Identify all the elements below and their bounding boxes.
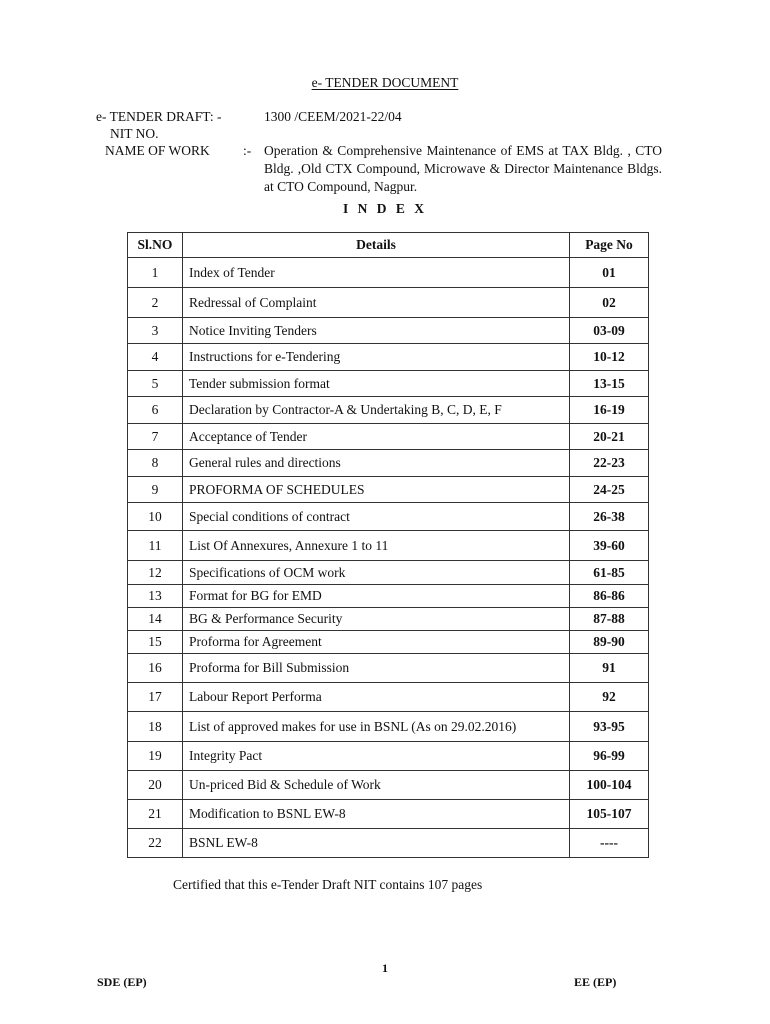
row-slno: 9 [128, 477, 183, 503]
header-details: Details [183, 233, 570, 258]
table-row [128, 608, 649, 631]
row-slno: 16 [128, 654, 183, 683]
table-row [128, 450, 649, 477]
row-details: Modification to BSNL EW-8 [183, 800, 570, 829]
page-number: 1 [382, 961, 388, 975]
row-page-no: 10-12 [570, 344, 649, 371]
row-slno: 2 [128, 288, 183, 318]
table-header-row [128, 233, 649, 258]
row-slno: 13 [128, 585, 183, 608]
row-details: Special conditions of contract [183, 503, 570, 531]
row-page-no: 96-99 [570, 742, 649, 771]
draft-label: e- TENDER DRAFT: - [96, 109, 222, 124]
table-row [128, 800, 649, 829]
row-slno: 4 [128, 344, 183, 371]
table-row [128, 424, 649, 450]
row-slno: 15 [128, 631, 183, 654]
draft-value: 1300 /CEEM/2021-22/04 [264, 109, 402, 124]
footer-left-signatory: SDE (EP) [97, 975, 147, 989]
row-slno: 7 [128, 424, 183, 450]
table-row [128, 318, 649, 344]
footer-right-signatory: EE (EP) [574, 975, 617, 989]
row-page-no: 03-09 [570, 318, 649, 344]
row-details: Labour Report Performa [183, 683, 570, 712]
row-slno: 6 [128, 397, 183, 424]
row-details: List Of Annexures, Annexure 1 to 11 [183, 531, 570, 561]
row-page-no: 100-104 [570, 771, 649, 800]
work-label: NAME OF WORK [105, 143, 210, 158]
row-page-no: 13-15 [570, 371, 649, 397]
row-slno: 3 [128, 318, 183, 344]
row-slno: 14 [128, 608, 183, 631]
nit-label: NIT NO. [110, 126, 159, 141]
row-page-no: 16-19 [570, 397, 649, 424]
row-slno: 12 [128, 561, 183, 585]
row-slno: 20 [128, 771, 183, 800]
table-row [128, 742, 649, 771]
row-details: Declaration by Contractor-A & Undertaking B, C, D, E, F [183, 397, 570, 424]
table-row [128, 258, 649, 288]
header-slno: Sl.NO [128, 233, 183, 258]
row-details: Proforma for Bill Submission [183, 654, 570, 683]
row-slno: 10 [128, 503, 183, 531]
row-details: Proforma for Agreement [183, 631, 570, 654]
index-heading: I N D E X [342, 201, 427, 216]
row-slno: 8 [128, 450, 183, 477]
table-row [128, 683, 649, 712]
table-row [128, 585, 649, 608]
table-row [128, 531, 649, 561]
table-row [128, 712, 649, 742]
table-row [128, 631, 649, 654]
table-row [128, 477, 649, 503]
row-slno: 18 [128, 712, 183, 742]
row-slno: 21 [128, 800, 183, 829]
row-slno: 17 [128, 683, 183, 712]
row-page-no: 02 [570, 288, 649, 318]
certification-note: Certified that this e-Tender Draft NIT contains 107 pages [173, 877, 483, 892]
row-page-no: 91 [570, 654, 649, 683]
row-details: Integrity Pact [183, 742, 570, 771]
row-page-no: 39-60 [570, 531, 649, 561]
row-details: General rules and directions [183, 450, 570, 477]
row-page-no: 01 [570, 258, 649, 288]
table-row [128, 397, 649, 424]
document-title: e- TENDER DOCUMENT [311, 75, 459, 90]
row-details: BG & Performance Security [183, 608, 570, 631]
row-page-no: 92 [570, 683, 649, 712]
row-details: Un-priced Bid & Schedule of Work [183, 771, 570, 800]
row-slno: 5 [128, 371, 183, 397]
row-details: BSNL EW-8 [183, 829, 570, 858]
row-details: Tender submission format [183, 371, 570, 397]
table-row [128, 654, 649, 683]
row-page-no: 89-90 [570, 631, 649, 654]
row-page-no: 20-21 [570, 424, 649, 450]
table-row [128, 561, 649, 585]
work-description: Operation & Comprehensive Maintenance of EMS at TAX Bldg. , CTO Bldg. ,Old CTX Compound, Microwave & Director Maintenance Bldgs. at CTO Compound, Nagpur. [264, 143, 662, 194]
row-page-no: 26-38 [570, 503, 649, 531]
row-details: Index of Tender [183, 258, 570, 288]
row-page-no: 105-107 [570, 800, 649, 829]
row-details: Redressal of Complaint [183, 288, 570, 318]
row-details: Format for BG for EMD [183, 585, 570, 608]
row-details: Notice Inviting Tenders [183, 318, 570, 344]
table-row [128, 829, 649, 858]
row-slno: 1 [128, 258, 183, 288]
row-page-no: 87-88 [570, 608, 649, 631]
row-slno: 19 [128, 742, 183, 771]
row-page-no: 24-25 [570, 477, 649, 503]
row-page-no: 22-23 [570, 450, 649, 477]
row-details: PROFORMA OF SCHEDULES [183, 477, 570, 503]
row-slno: 11 [128, 531, 183, 561]
row-slno: 22 [128, 829, 183, 858]
row-page-no: 86-86 [570, 585, 649, 608]
index-table [127, 232, 649, 858]
table-row [128, 288, 649, 318]
row-page-no: ---- [570, 829, 649, 858]
table-row [128, 371, 649, 397]
row-page-no: 93-95 [570, 712, 649, 742]
row-page-no: 61-85 [570, 561, 649, 585]
row-details: List of approved makes for use in BSNL (As on 29.02.2016) [183, 712, 570, 742]
row-details: Instructions for e-Tendering [183, 344, 570, 371]
table-row [128, 503, 649, 531]
work-separator: :- [243, 143, 252, 158]
row-details: Specifications of OCM work [183, 561, 570, 585]
row-details: Acceptance of Tender [183, 424, 570, 450]
table-row [128, 771, 649, 800]
table-row [128, 344, 649, 371]
header-page-no: Page No [570, 233, 649, 258]
